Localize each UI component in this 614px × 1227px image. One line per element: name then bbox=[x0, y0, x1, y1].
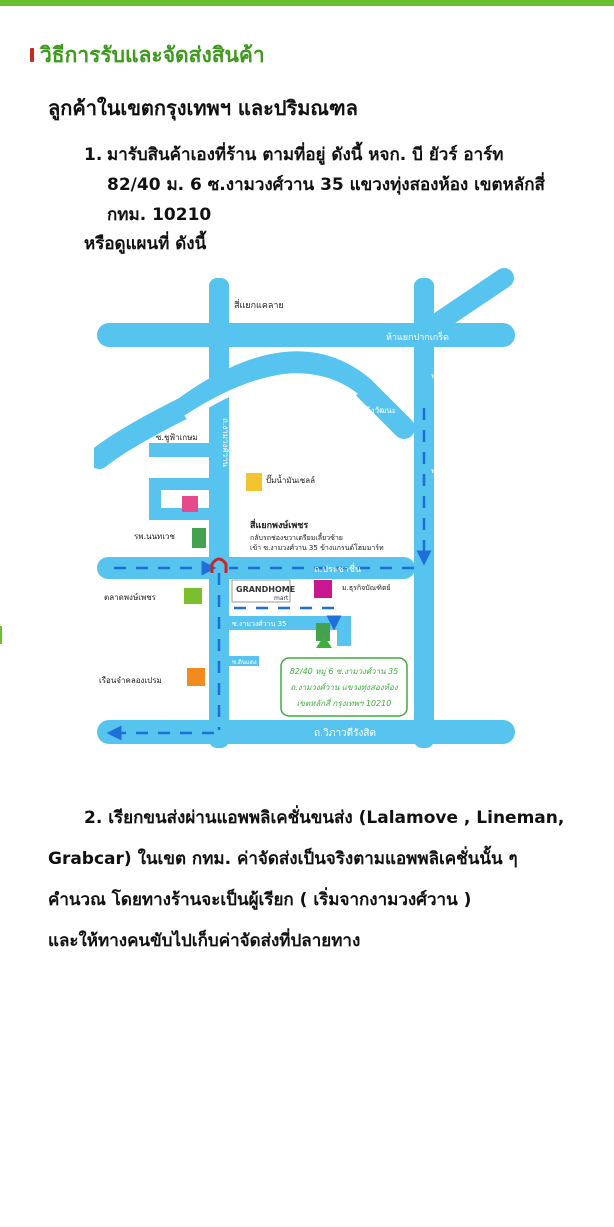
label-addr-2: ถ.งามวงศ์วาน แขวงทุ่งสองห้อง bbox=[290, 683, 398, 692]
label-grandhome-sub: mart bbox=[274, 595, 289, 602]
label-muang-thong-2: ทางเข้าเมืองทองธานี bbox=[431, 467, 494, 475]
see-map-text: หรือดูแผนที่ ดังนี้ bbox=[84, 234, 207, 254]
landmarks bbox=[182, 473, 332, 686]
label-soi35: ซ.งามวงศ์วาน 35 bbox=[232, 620, 287, 628]
label-nonthavej: รพ.นนทเวช bbox=[134, 532, 175, 541]
label-soi-small: ซ.ดินแดง bbox=[232, 659, 257, 666]
label-vibhavadi: ถ.วิภาวดีรังสิต bbox=[314, 728, 377, 739]
pickup-line: 82/40 ม. 6 ซ.งามวงศ์วาน 35 แขวงทุ่งสองห้อง เขตหลักสี่ bbox=[107, 175, 545, 195]
delivery-line: Grabcar) ในเขต กทม. ค่าจัดส่งเป็นจริงตามแอพพลิเคชั่นนั้น ๆ bbox=[48, 849, 518, 869]
top-accent-bar bbox=[0, 0, 614, 6]
label-grandhome: GRANDHOME bbox=[236, 585, 296, 594]
label-pak-kret: ห้าแยกปากเกร็ด bbox=[386, 333, 449, 343]
label-addr-3: เขตหลักสี่ กรุงเทพฯ 10210 bbox=[296, 699, 392, 708]
label-prachachuen: ถ.ประชาชื่น bbox=[314, 565, 362, 575]
label-muang-thong-1: ทางเข้าเมืองทองธานี bbox=[431, 372, 494, 380]
store-location-map bbox=[94, 268, 520, 753]
delivery-line: 2. เรียกขนส่งผ่านแอพพลิเคชั่นขนส่ง (Lalamove , Lineman, bbox=[84, 808, 565, 828]
label-phongphet: สี่แยกพงษ์เพชร bbox=[250, 521, 309, 531]
label-gas-station: ปั๊มน้ำมันเชลล์ bbox=[266, 476, 316, 485]
pickup-instructions bbox=[84, 140, 589, 230]
label-ngamwongwan: ถ.งามวงศ์วาน bbox=[221, 418, 230, 467]
label-expressway: ทางด่วนแจ้งวัฒนะ bbox=[332, 406, 397, 415]
section-title-text: วิธีการรับและจัดส่งสินค้า bbox=[40, 42, 265, 67]
label-prison: เรือนจำคลองเปรม bbox=[99, 676, 162, 685]
delivery-instructions bbox=[48, 798, 594, 962]
title-marker bbox=[30, 48, 34, 62]
label-univ: ม.ธุรกิจบัณฑิตย์ bbox=[342, 584, 391, 592]
label-note-1: กลับรถช่องขวาเตรียมเลี้ยวซ้าย bbox=[250, 534, 343, 542]
delivery-line: คำนวณ โดยทางร้านจะเป็นผู้เรียก ( เริ่มจากงามวงศ์วาน ) bbox=[48, 890, 472, 910]
pickup-line: มารับสินค้าเองที่ร้าน ตามที่อยู่ ดังนี้ หจก. บี ยัวร์ อาร์ท bbox=[107, 145, 504, 165]
label-note-2: เข้า ซ.งามวงศ์วาน 35 ข้างแกรนด์โฮมมาร์ท bbox=[250, 544, 384, 552]
left-edge-marker bbox=[0, 626, 2, 644]
delivery-line: และให้ทางคนขับไปเก็บค่าจัดส่งที่ปลายทาง bbox=[48, 931, 361, 951]
region-heading: ลูกค้าในเขตกรุงเทพฯ และปริมณฑล bbox=[48, 96, 358, 120]
pickup-line: กทม. 10210 bbox=[107, 205, 212, 225]
label-khae-rai: สี่แยกแคลาย bbox=[234, 301, 284, 311]
item-number: 1. bbox=[84, 145, 103, 165]
label-chuphakasem: ซ.ชูฟ้าเกษม bbox=[156, 433, 198, 442]
section-title bbox=[30, 40, 265, 70]
label-addr-1: 82/40 หมู่ 6 ซ.งามวงศ์วาน 35 bbox=[289, 667, 399, 676]
label-market: ตลาดพงษ์เพชร bbox=[104, 593, 156, 602]
